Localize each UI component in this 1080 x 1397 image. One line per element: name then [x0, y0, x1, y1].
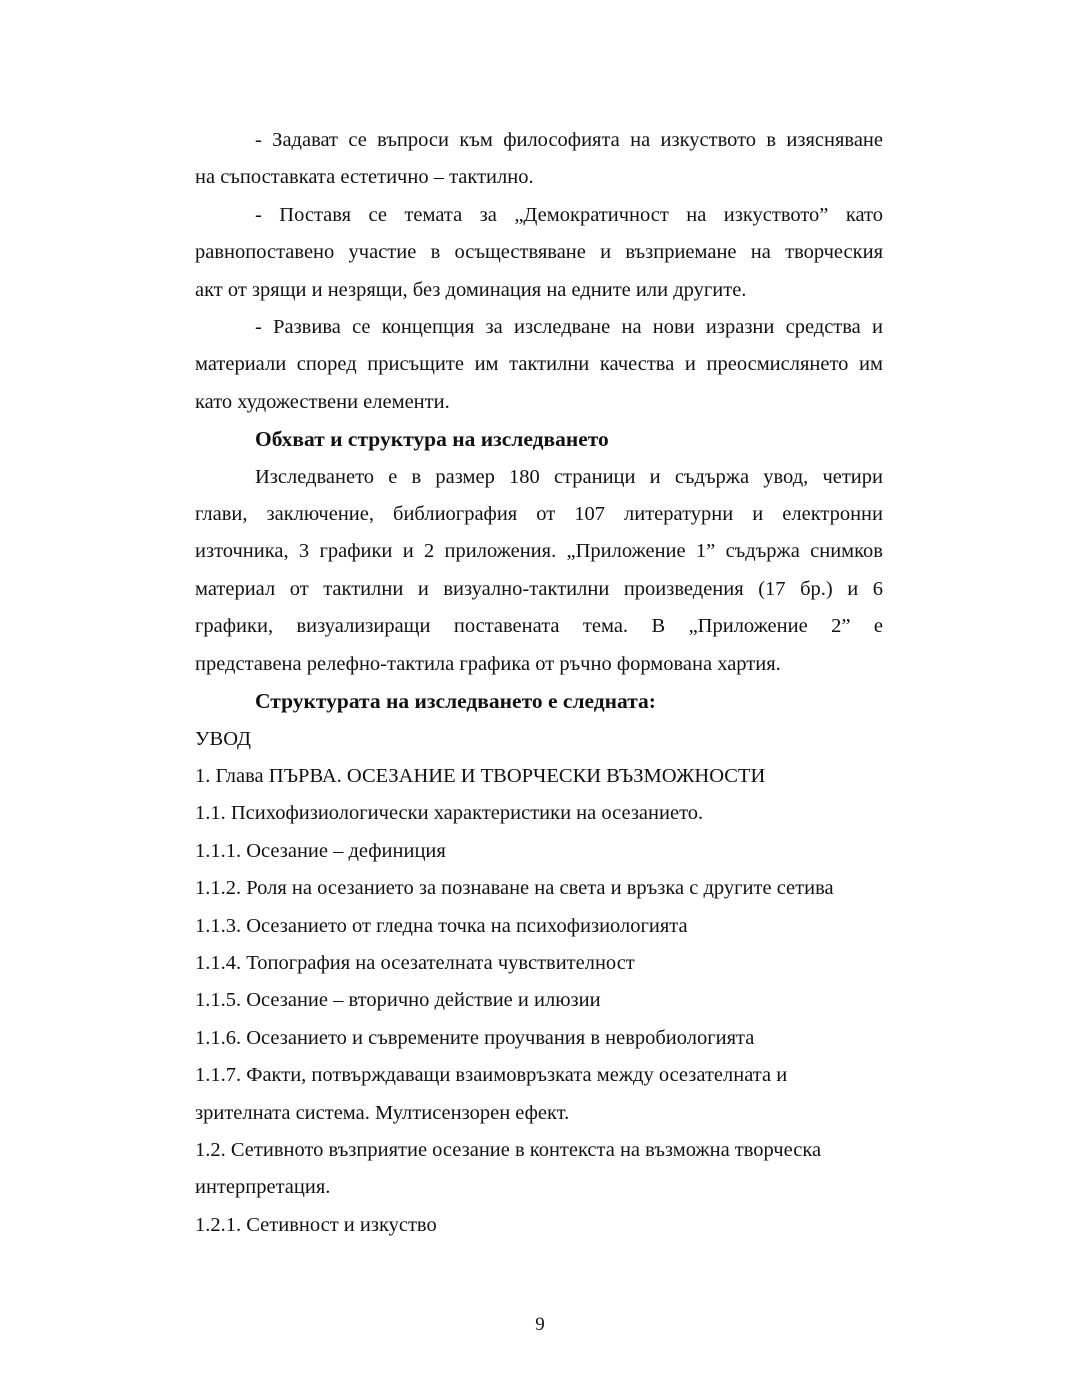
text-line: равнопоставено участие в осъществяване и възприемане на творческия	[195, 241, 883, 264]
text-line: акт от зрящи и незрящи, без доминация на едните или другите.	[195, 278, 747, 301]
text-line: източника, 3 графики и 2 приложения. „Приложение 1” съдържа снимков	[195, 540, 883, 563]
paragraph-scope	[195, 459, 883, 683]
section-heading-structure: Структурата на изследването е следната:	[255, 689, 656, 714]
paragraph-concept	[195, 309, 883, 421]
text-line: представена релефно-тактила графика от ръчно формована хартия.	[195, 652, 781, 675]
text-line: глави, заключение, библиография от 107 литературни и електронни	[195, 503, 883, 526]
toc-item: 1.1.3. Осезанието от гледна точка на психофизиологията	[195, 914, 688, 937]
text-line: - Развива се концепция за изследване на нови изразни средства и	[255, 316, 883, 339]
toc-item: 1.1.6. Осезанието и съвремените проучвания в невробиологията	[195, 1026, 755, 1049]
page-number: 9	[535, 1314, 545, 1335]
toc-item: 1.1.7. Факти, потвърждаващи взаимовръзката между осезателната и	[195, 1064, 788, 1087]
toc-item: УВОД	[195, 727, 251, 750]
text-line: като художествени елементи.	[195, 390, 450, 413]
toc-item: 1.1. Психофизиологически характеристики на осезанието.	[195, 802, 704, 825]
toc-item: зрителната система. Мултисензорен ефект.	[195, 1101, 570, 1124]
toc-item: 1.2. Сетивното възприятие осезание в контекста на възможна творческа	[195, 1138, 822, 1161]
paragraph-questions	[195, 122, 883, 197]
text-line: Изследването е в размер 180 страници и съдържа увод, четири	[255, 465, 883, 488]
page-body	[195, 122, 883, 1244]
text-line: - Поставя се темата за „Демократичност на изкуството” като	[255, 203, 883, 226]
toc-item: 1.1.2. Роля на осезанието за познаване на света и връзка с другите сетива	[195, 877, 834, 900]
table-of-contents	[195, 721, 883, 1245]
toc-item: 1.1.4. Топография на осезателната чувствителност	[195, 951, 635, 974]
text-line: графики, визуализиращи поставената тема. В „Приложение 2” е	[195, 615, 883, 638]
toc-item: 1.2.1. Сетивност и изкуство	[195, 1213, 437, 1236]
text-line: материали според присъщите им тактилни качества и преосмислянето им	[195, 353, 883, 376]
toc-item: 1.1.1. Осезание – дефиниция	[195, 839, 446, 862]
toc-item: 1.1.5. Осезание – вторично действие и илюзии	[195, 989, 601, 1012]
paragraph-democracy	[195, 197, 883, 309]
text-line: на съпоставката естетично – тактилно.	[195, 166, 534, 189]
section-heading-scope: Обхват и структура на изследването	[255, 427, 609, 452]
text-line: материал от тактилни и визуално-тактилни произведения (17 бр.) и 6	[195, 577, 883, 600]
text-line: - Задават се въпроси към философията на изкуството в изясняване	[255, 129, 883, 151]
toc-item: 1. Глава ПЪРВА. ОСЕЗАНИЕ И ТВОРЧЕСКИ ВЪЗМОЖНОСТИ	[195, 764, 766, 787]
toc-item: интерпретация.	[195, 1176, 331, 1199]
